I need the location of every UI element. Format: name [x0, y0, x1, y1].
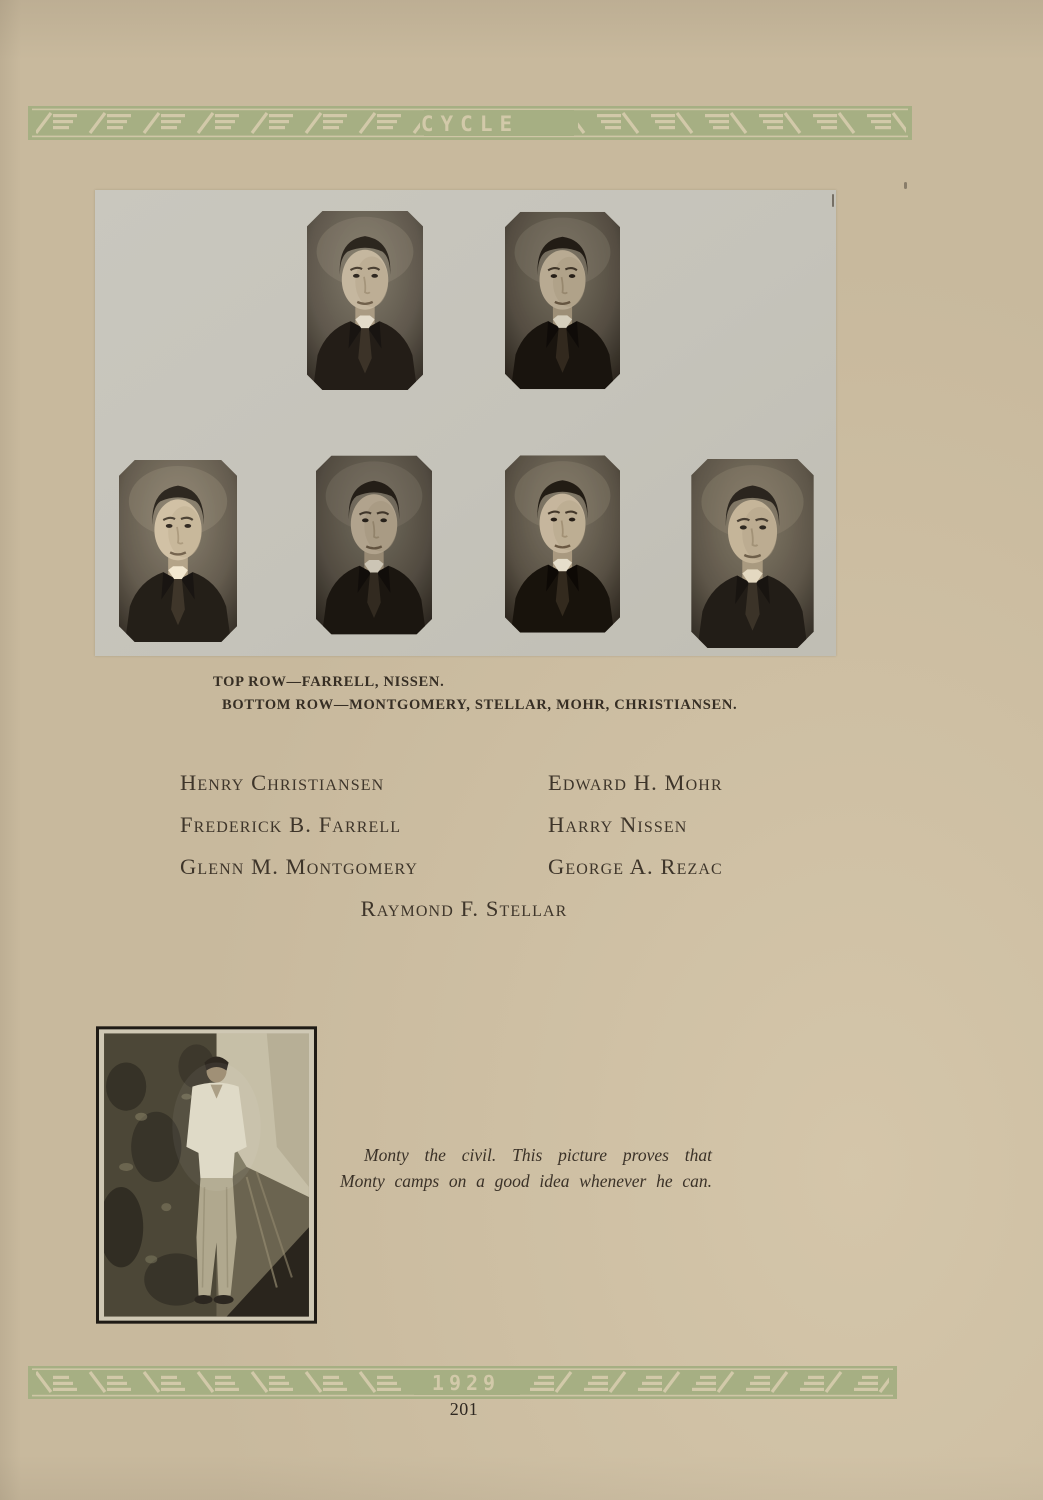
bottom-banner [28, 1366, 897, 1399]
top-banner-title: CYCLE [420, 112, 520, 136]
snapshot-photo-monty [96, 1026, 317, 1324]
scan-artifact [904, 182, 907, 189]
roster-name: George A. Rezac [548, 854, 723, 879]
plate-caption-bottom-row: BOTTOM ROW—MONTGOMERY, STELLAR, MOHR, CHRISTIANSEN. [222, 697, 738, 713]
roster-name-centered: Raymond F. Stellar [360, 896, 568, 921]
plate-caption-top-row: TOP ROW—FARRELL, NISSEN. [213, 674, 445, 690]
plate-caption [213, 671, 737, 717]
snapshot-caption-line1: Monty the civil. This picture proves that [364, 1145, 712, 1165]
page-number: 201 [449, 1399, 479, 1419]
portrait-farrell [303, 211, 427, 390]
snapshot-caption [340, 1142, 712, 1194]
roster-name: Frederick B. Farrell [180, 812, 402, 837]
bottom-banner-year: 1929 [431, 1371, 501, 1395]
portrait-christiansen [691, 459, 814, 648]
photo-plate [95, 190, 836, 656]
roster-name: Henry Christiansen [180, 770, 385, 795]
roster-name: Edward H. Mohr [548, 770, 723, 795]
roster-name: Glenn M. Montgomery [180, 854, 419, 879]
snapshot-caption-line2: Monty camps on a good idea whenever he can. [340, 1171, 712, 1191]
roster-name: Harry Nissen [548, 812, 688, 837]
roster-columns [180, 762, 748, 888]
member-roster [180, 762, 748, 930]
scan-artifact [832, 194, 834, 207]
portrait-montgomery [119, 456, 237, 646]
portrait-stellar [316, 450, 432, 640]
top-banner [28, 106, 912, 140]
portrait-nissen [505, 211, 620, 390]
portrait-mohr [505, 449, 620, 639]
